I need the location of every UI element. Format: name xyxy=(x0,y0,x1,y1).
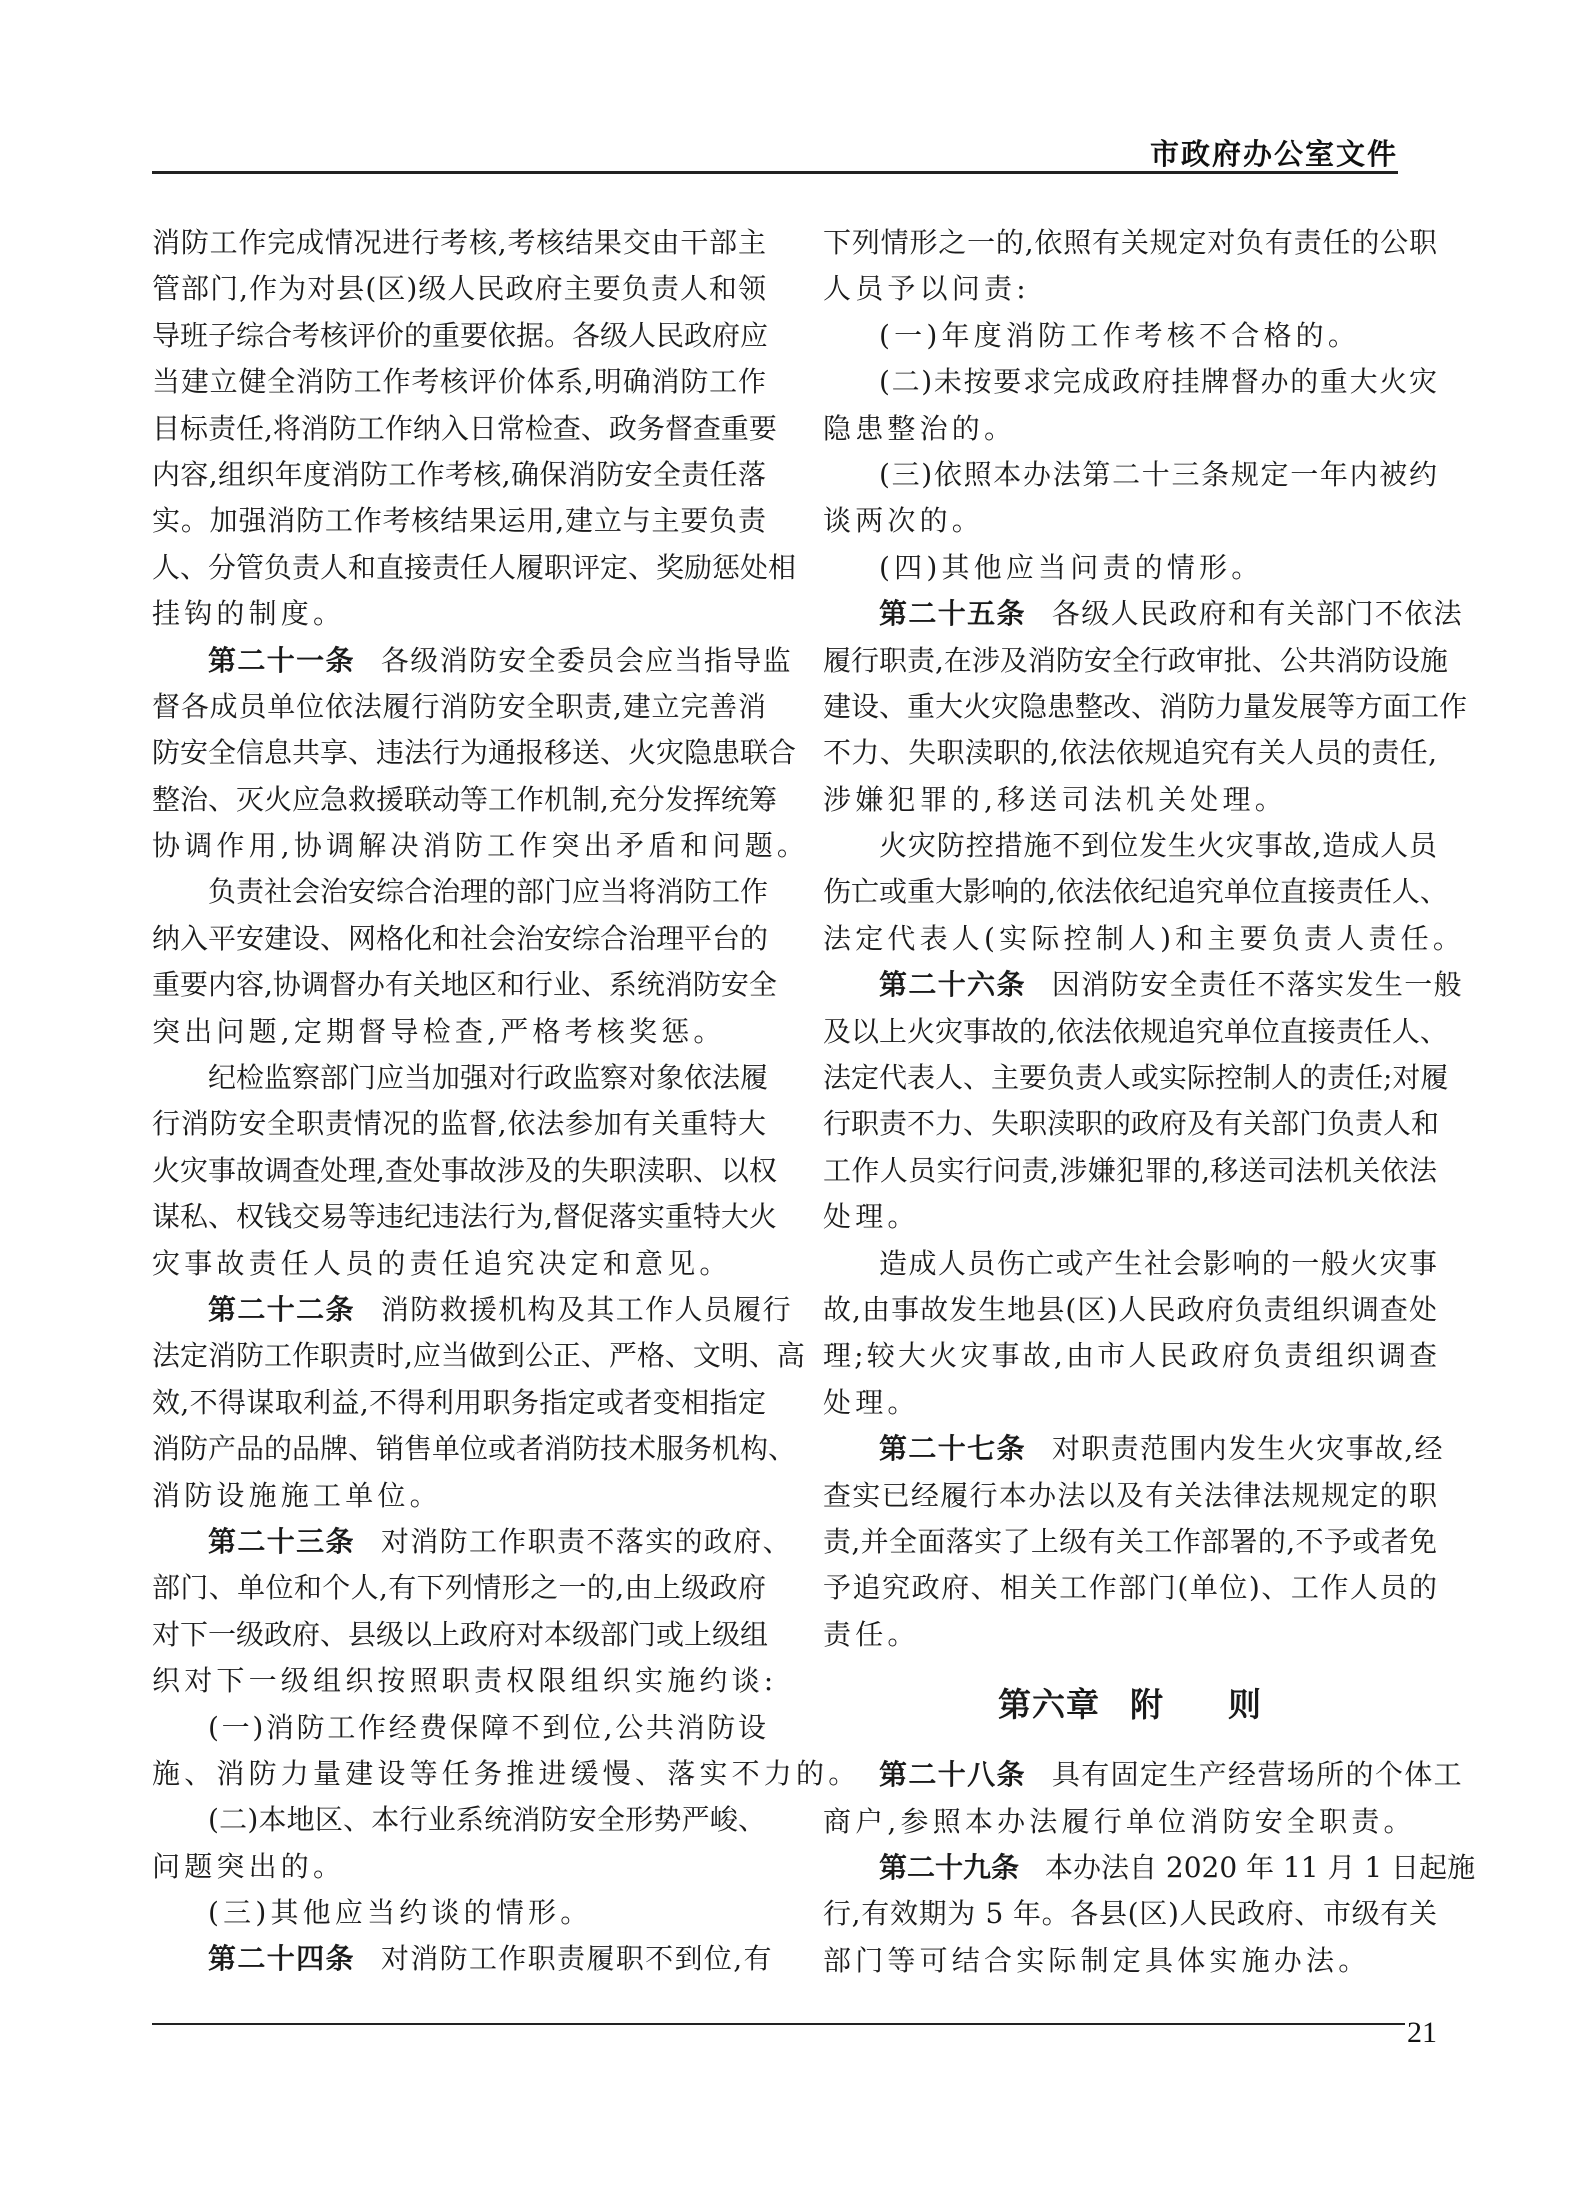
article-line xyxy=(823,1845,1476,1891)
text-line xyxy=(152,1565,766,1611)
text-line xyxy=(823,359,1437,405)
line-text: 纳入平安建设、网格化和社会治安综合治理平台的 xyxy=(152,921,769,955)
line-text: 建设、重大火灾隐患整改、消防力量发展等方面工作 xyxy=(823,689,1468,723)
line-text: 挂钩的制度。 xyxy=(152,597,346,631)
line-text: (二)未按要求完成政府挂牌督办的重大火灾 xyxy=(879,365,1437,399)
text-line xyxy=(823,869,1448,915)
text-line xyxy=(823,1194,1437,1240)
line-text: 具有固定生产经营场所的个体工 xyxy=(1051,1758,1463,1792)
text-line xyxy=(823,220,1437,266)
line-text: 及以上火灾事故的,依法依规追究单位直接责任人、 xyxy=(823,1014,1448,1048)
line-text: 对消防工作职责履职不到位,有 xyxy=(380,1942,773,1976)
text-line xyxy=(823,823,1437,869)
text-line xyxy=(823,1938,1437,1984)
text-line xyxy=(823,452,1437,498)
line-text: (一)消防工作经费保障不到位,公共消防设 xyxy=(208,1710,766,1744)
text-line xyxy=(823,1287,1437,1333)
article-line xyxy=(152,1519,792,1565)
text-line xyxy=(152,1380,766,1426)
line-text: 隐患整治的。 xyxy=(823,411,1017,445)
line-text: 查实已经履行本办法以及有关法律法规规定的职 xyxy=(823,1478,1437,1512)
left-text-column xyxy=(152,220,861,1983)
line-text: 灾事故责任人员的责任追究决定和意见。 xyxy=(152,1246,732,1280)
line-text: 予追究政府、相关工作部门(单位)、工作人员的 xyxy=(823,1571,1437,1605)
line-text: 法定代表人(实际控制人)和主要负责人责任。 xyxy=(823,921,1466,955)
line-text: 责,并全面落实了上级有关工作部署的,不予或者免 xyxy=(823,1524,1437,1558)
text-line xyxy=(152,313,769,359)
line-text: 行,有效期为 5 年。各县(区)人民政府、市级有关 xyxy=(823,1897,1437,1931)
line-text: 处理。 xyxy=(823,1385,920,1419)
line-text: 下列情形之一的,依照有关规定对负有责任的公职 xyxy=(823,226,1437,259)
text-line xyxy=(152,591,766,637)
line-text: 法定消防工作职责时,应当做到公正、严格、文明、高 xyxy=(152,1339,805,1373)
text-line xyxy=(152,452,766,498)
running-header-title: 市政府办公室文件 xyxy=(1150,137,1399,171)
text-line xyxy=(152,1751,861,1797)
article-number: 第二十三条 xyxy=(208,1524,355,1558)
line-text: 谋私、权钱交易等违纪违法行为,督促落实重特大火 xyxy=(152,1200,777,1234)
text-line xyxy=(823,638,1448,684)
article-line xyxy=(152,1936,773,1982)
line-text: 火灾防控措施不到位发生火灾事故,造成人员 xyxy=(879,829,1437,863)
text-line xyxy=(152,777,777,823)
text-line xyxy=(152,869,769,915)
chapter-heading-part: 第六章 xyxy=(998,1685,1100,1725)
text-line xyxy=(823,1612,1437,1658)
line-text: 故,由事故发生地县(区)人民政府负责组织调查处 xyxy=(823,1292,1437,1326)
line-text: 谈两次的。 xyxy=(823,504,985,538)
text-line xyxy=(152,406,777,452)
text-line xyxy=(152,823,810,869)
text-line xyxy=(152,684,766,730)
text-line xyxy=(823,730,1437,776)
line-text: 行职责不力、失职渎职的政府及有关部门负责人和 xyxy=(823,1107,1440,1141)
line-text: 对下一级政府、县级以上政府对本级部门或上级组 xyxy=(152,1617,769,1651)
line-text: 消防工作完成情况进行考核,考核结果交由干部主 xyxy=(152,226,766,259)
article-number: 第二十五条 xyxy=(879,597,1026,631)
line-text: 处理。 xyxy=(823,1200,920,1234)
article-number: 第二十二条 xyxy=(208,1292,355,1326)
text-line xyxy=(823,916,1466,962)
line-text: 对职责范围内发生火灾事故,经 xyxy=(1051,1432,1444,1466)
line-text: 不力、失职渎职的,依法依规追究有关人员的责任, xyxy=(823,736,1437,770)
text-line xyxy=(823,266,1437,312)
text-line xyxy=(152,498,766,544)
text-line xyxy=(823,777,1437,823)
chapter-heading xyxy=(823,1658,1437,1752)
line-text: 本办法自 2020 年 11 月 1 日起施 xyxy=(1045,1850,1476,1884)
line-text: 火灾事故调查处理,查处事故涉及的失职渎职、以权 xyxy=(152,1153,777,1187)
text-line xyxy=(823,1473,1437,1519)
line-text: 各级人民政府和有关部门不依法 xyxy=(1051,597,1463,631)
text-line xyxy=(823,406,1437,452)
page-number: 21 xyxy=(1407,2016,1437,2049)
line-text: 各级消防安全委员会应当指导监 xyxy=(380,643,792,677)
line-text: 对消防工作职责不落实的政府、 xyxy=(380,1524,792,1558)
line-text: 人员予以问责: xyxy=(823,272,1030,306)
article-line xyxy=(823,962,1463,1008)
line-text: 造成人员伤亡或产生社会影响的一般火灾事 xyxy=(879,1246,1437,1280)
right-text-column xyxy=(823,220,1476,1984)
text-line xyxy=(823,1009,1448,1055)
line-text: 实。加强消防工作考核结果运用,建立与主要负责 xyxy=(152,504,766,538)
article-number: 第二十六条 xyxy=(879,968,1026,1002)
text-line xyxy=(152,916,769,962)
line-text: 施、消防力量建设等任务推进缓慢、落实不力的。 xyxy=(152,1756,861,1790)
line-text: 协调作用,协调解决消防工作突出矛盾和问题。 xyxy=(152,829,810,863)
line-text: (三)其他应当约谈的情形。 xyxy=(208,1896,593,1930)
line-text: (三)依照本办法第二十三条规定一年内被约 xyxy=(879,457,1437,491)
line-text: 消防产品的品牌、销售单位或者消防技术服务机构、 xyxy=(152,1432,797,1466)
line-text: 内容,组织年度消防工作考核,确保消防安全责任落 xyxy=(152,457,766,491)
text-line xyxy=(823,1148,1437,1194)
line-text: 伤亡或重大影响的,依法依纪追究单位直接责任人、 xyxy=(823,875,1448,909)
text-line xyxy=(823,1380,1437,1426)
text-line xyxy=(152,1797,766,1843)
text-line xyxy=(823,1101,1440,1147)
article-number: 第二十八条 xyxy=(879,1758,1026,1792)
text-line xyxy=(152,1844,766,1890)
text-line xyxy=(823,1565,1437,1611)
text-line xyxy=(152,730,797,776)
article-number: 第二十七条 xyxy=(879,1432,1026,1466)
line-text: 消防设施施工单位。 xyxy=(152,1478,442,1512)
text-line xyxy=(152,1612,769,1658)
line-text: 问题突出的。 xyxy=(152,1849,346,1883)
line-text: 负责社会治安综合治理的部门应当将消防工作 xyxy=(208,875,769,909)
line-text: 督各成员单位依法履行消防安全职责,建立完善消 xyxy=(152,689,766,723)
article-line xyxy=(823,591,1463,637)
text-line xyxy=(152,1148,777,1194)
text-line xyxy=(152,1473,766,1519)
line-text: 织对下一级组织按照职责权限组织实施约谈: xyxy=(152,1664,778,1698)
line-text: 消防救援机构及其工作人员履行 xyxy=(380,1292,792,1326)
line-text: 工作人员实行问责,涉嫌犯罪的,移送司法机关依法 xyxy=(823,1153,1437,1187)
text-line xyxy=(823,1891,1437,1937)
line-text: 人、分管负责人和直接责任人履职评定、奖励惩处相 xyxy=(152,550,797,584)
line-text: 理;较大火灾事故,由市人民政府负责组织调查 xyxy=(823,1339,1437,1373)
text-line xyxy=(152,962,777,1008)
line-text: 商户,参照本办法履行单位消防安全职责。 xyxy=(823,1804,1416,1838)
line-text: 履行职责,在涉及消防安全行政审批、公共消防设施 xyxy=(823,643,1448,677)
text-line xyxy=(152,266,766,312)
line-text: 部门等可结合实际制定具体实施办法。 xyxy=(823,1943,1371,1977)
text-line xyxy=(823,684,1468,730)
text-line xyxy=(152,1890,766,1936)
chapter-heading-part: 则 xyxy=(1228,1685,1262,1725)
line-text: 当建立健全消防工作考核评价体系,明确消防工作 xyxy=(152,365,766,399)
article-line xyxy=(152,1287,792,1333)
line-text: 管部门,作为对县(区)级人民政府主要负责人和领 xyxy=(152,272,766,306)
text-line xyxy=(152,1194,777,1240)
line-text: 效,不得谋取利益,不得利用职务指定或者变相指定 xyxy=(152,1385,766,1419)
line-text: 防安全信息共享、违法行为通报移送、火灾隐患联合 xyxy=(152,736,797,770)
header-rule xyxy=(152,171,1398,174)
text-line xyxy=(152,220,766,266)
text-line xyxy=(152,545,797,591)
article-line xyxy=(823,1426,1444,1472)
text-line xyxy=(823,1519,1437,1565)
text-line xyxy=(152,1333,805,1379)
line-text: 突出问题,定期督导检查,严格考核奖惩。 xyxy=(152,1014,726,1048)
text-line xyxy=(823,1333,1437,1379)
line-text: (四)其他应当问责的情形。 xyxy=(879,550,1264,584)
article-number: 第二十九条 xyxy=(879,1850,1020,1884)
line-text: 法定代表人、主要负责人或实际控制人的责任;对履 xyxy=(823,1061,1449,1095)
line-text: 责任。 xyxy=(823,1617,920,1651)
text-line xyxy=(152,1241,766,1287)
line-text: 导班子综合考核评价的重要依据。各级人民政府应 xyxy=(152,318,769,352)
line-text: 目标责任,将消防工作纳入日常检查、政务督查重要 xyxy=(152,411,777,445)
article-number: 第二十一条 xyxy=(208,643,355,677)
line-text: (一)年度消防工作考核不合格的。 xyxy=(879,318,1361,352)
text-line xyxy=(823,545,1437,591)
text-line xyxy=(152,1705,766,1751)
text-line xyxy=(152,1101,766,1147)
text-line xyxy=(152,1426,797,1472)
text-line xyxy=(823,1055,1449,1101)
text-line xyxy=(823,313,1437,359)
line-text: 纪检监察部门应当加强对行政监察对象依法履 xyxy=(208,1061,769,1095)
text-line xyxy=(152,1055,769,1101)
text-line xyxy=(152,359,766,405)
footer-rule xyxy=(152,2023,1405,2025)
line-text: 涉嫌犯罪的,移送司法机关处理。 xyxy=(823,782,1287,816)
line-text: 重要内容,协调督办有关地区和行业、系统消防安全 xyxy=(152,968,777,1002)
line-text: 整治、灭火应急救援联动等工作机制,充分发挥统筹 xyxy=(152,782,777,816)
line-text: 行消防安全职责情况的监督,依法参加有关重特大 xyxy=(152,1107,766,1141)
text-line xyxy=(823,498,1437,544)
line-text: 部门、单位和个人,有下列情形之一的,由上级政府 xyxy=(152,1571,766,1605)
article-line xyxy=(152,638,792,684)
chapter-heading-part: 附 xyxy=(1130,1685,1164,1725)
line-text: 因消防安全责任不落实发生一般 xyxy=(1051,968,1463,1002)
article-number: 第二十四条 xyxy=(208,1942,355,1976)
text-line xyxy=(152,1658,778,1704)
text-line xyxy=(152,1009,766,1055)
text-line xyxy=(823,1241,1437,1287)
line-text: (二)本地区、本行业系统消防安全形势严峻、 xyxy=(208,1803,766,1837)
article-line xyxy=(823,1752,1463,1798)
text-line xyxy=(823,1799,1437,1845)
